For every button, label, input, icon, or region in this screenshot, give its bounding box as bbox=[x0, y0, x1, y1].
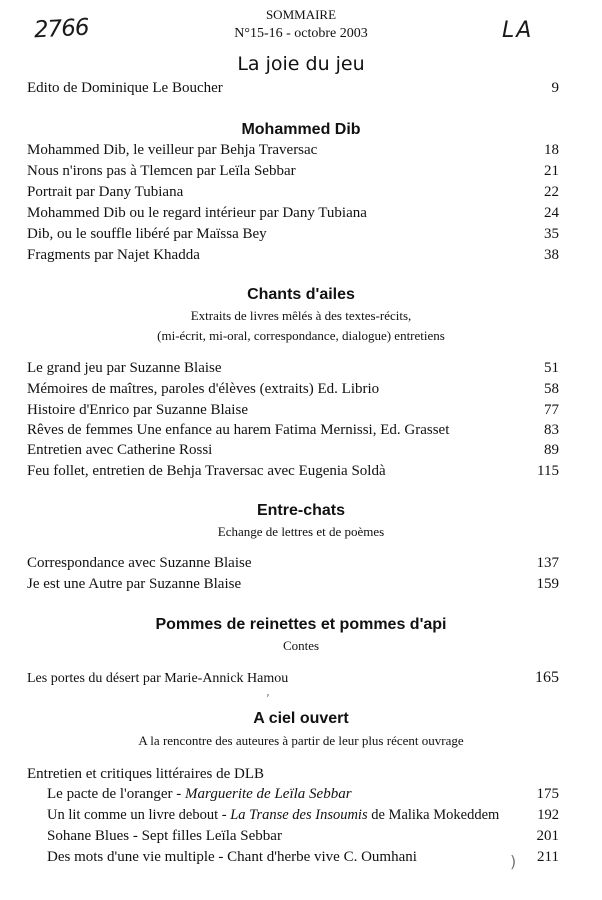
toc-entry bbox=[27, 182, 559, 202]
section-heading: Entre-chats bbox=[256, 502, 346, 519]
toc-entry bbox=[47, 847, 559, 867]
toc-entry bbox=[27, 553, 559, 573]
toc-entry bbox=[27, 574, 559, 594]
section-heading: Chants d'ailes bbox=[247, 286, 355, 303]
section-heading: Mohammed Dib bbox=[241, 121, 361, 138]
entry-page: 83 bbox=[544, 422, 559, 438]
toc-entry bbox=[27, 668, 559, 688]
toc-entry bbox=[47, 784, 559, 804]
entry-page: 35 bbox=[544, 226, 559, 242]
entry-title: Rêves de femmes Une enfance au harem Fatima Mernissi, Ed. Grasset bbox=[27, 422, 450, 438]
stray-mark-icon: ’ bbox=[266, 692, 270, 706]
entry-page: 22 bbox=[544, 184, 559, 200]
toc-entry bbox=[27, 358, 559, 378]
entry-title-work: La Transe des Insoumis bbox=[230, 807, 368, 823]
entry-title-tail: de Malika Mokeddem bbox=[367, 807, 500, 823]
toc-entry bbox=[27, 224, 559, 244]
entry-page: 89 bbox=[544, 442, 559, 458]
toc-entry bbox=[27, 78, 559, 98]
entry-page: 165 bbox=[535, 669, 559, 686]
entry-title: Entretien avec Catherine Rossi bbox=[27, 442, 213, 458]
toc-entry bbox=[27, 440, 559, 460]
toc-entry bbox=[47, 826, 559, 846]
entry-page: 24 bbox=[544, 205, 559, 221]
issue-label: N°15-16 - octobre 2003 bbox=[234, 26, 368, 41]
entry-title: Dib, ou le souffle libéré par Maïssa Bey bbox=[27, 226, 267, 242]
toc-entry bbox=[27, 161, 559, 181]
entry-page: 192 bbox=[537, 807, 559, 823]
entry-page: 77 bbox=[544, 402, 559, 418]
entry-title: Le grand jeu par Suzanne Blaise bbox=[27, 360, 222, 376]
entry-page: 58 bbox=[544, 381, 559, 397]
entry-page: 175 bbox=[536, 786, 559, 802]
entry-page: 137 bbox=[536, 555, 559, 571]
section-subtitle: Extraits de livres mêlés à des textes-récits, bbox=[190, 308, 412, 323]
section-heading: Pommes de reinettes et pommes d'api bbox=[155, 616, 447, 633]
entry-title-lead: Le pacte de l'oranger - bbox=[47, 786, 186, 802]
group-label: Entretien et critiques littéraires de DLB bbox=[27, 766, 264, 782]
entry-page: 115 bbox=[537, 463, 559, 479]
toc-entry bbox=[27, 140, 559, 160]
toc-entry bbox=[27, 379, 559, 399]
entry-page: 38 bbox=[544, 247, 559, 263]
section-subtitle: Contes bbox=[282, 638, 320, 653]
entry-title: Portrait par Dany Tubiana bbox=[27, 184, 184, 200]
section-subtitle: A la rencontre des auteures à partir de leur plus récent ouvrage bbox=[138, 733, 464, 748]
entry-page: 201 bbox=[536, 828, 559, 844]
entry-title: Correspondance avec Suzanne Blaise bbox=[27, 555, 252, 571]
entry-title: Mémoires de maîtres, paroles d'élèves (extraits) Ed. Librio bbox=[27, 381, 380, 397]
entry-title: Histoire d'Enrico par Suzanne Blaise bbox=[27, 402, 248, 418]
entry-title: Les portes du désert par Marie-Annick Hamou bbox=[27, 671, 289, 686]
entry-title: Des mots d'une vie multiple - Chant d'herbe vive C. Oumhani bbox=[47, 849, 417, 865]
issue-theme: La joie du jeu bbox=[237, 53, 365, 75]
entry-title: Mohammed Dib ou le regard intérieur par Dany Tubiana bbox=[27, 205, 367, 221]
entry-page: 9 bbox=[551, 80, 559, 96]
entry-title: Feu follet, entretien de Behja Traversac avec Eugenia Soldà bbox=[27, 463, 386, 479]
entry-title: Edito de Dominique Le Boucher bbox=[27, 80, 223, 96]
entry-title: Mohammed Dib, le veilleur par Behja Traversac bbox=[27, 142, 318, 158]
toc-entry bbox=[27, 245, 559, 265]
toc-entry bbox=[27, 420, 559, 440]
entry-title: Sohane Blues - Sept filles Leïla Sebbar bbox=[47, 828, 282, 844]
toc-entry bbox=[27, 461, 559, 481]
entry-page: 51 bbox=[544, 360, 559, 376]
handwritten-number: 2766 bbox=[33, 14, 90, 44]
section-subtitle: Echange de lettres et de poèmes bbox=[217, 524, 385, 539]
entry-title: Nous n'irons pas à Tlemcen par Leïla Sebbar bbox=[27, 163, 296, 179]
entry-title-lead: Un lit comme un livre debout - bbox=[47, 807, 231, 823]
entry-title: Fragments par Najet Khadda bbox=[27, 247, 200, 263]
handwritten-initials: LA bbox=[502, 18, 534, 43]
toc-entry bbox=[27, 203, 559, 223]
entry-page: 159 bbox=[536, 576, 559, 592]
page-title: SOMMAIRE bbox=[265, 7, 337, 22]
section-subtitle: (mi-écrit, mi-oral, correspondance, dialogue) entretiens bbox=[157, 328, 445, 343]
entry-title bbox=[47, 784, 352, 804]
stray-bracket-icon: ) bbox=[510, 852, 517, 871]
entry-page: 211 bbox=[537, 849, 559, 865]
section-heading: A ciel ouvert bbox=[253, 710, 349, 727]
toc-entry bbox=[47, 805, 559, 825]
entry-title: Je est une Autre par Suzanne Blaise bbox=[27, 576, 242, 592]
entry-page: 21 bbox=[544, 163, 559, 179]
entry-title-work: Marguerite de Leïla Sebbar bbox=[185, 786, 352, 802]
toc-entry bbox=[27, 400, 559, 420]
entry-page: 18 bbox=[544, 142, 559, 158]
entry-title bbox=[47, 805, 499, 825]
